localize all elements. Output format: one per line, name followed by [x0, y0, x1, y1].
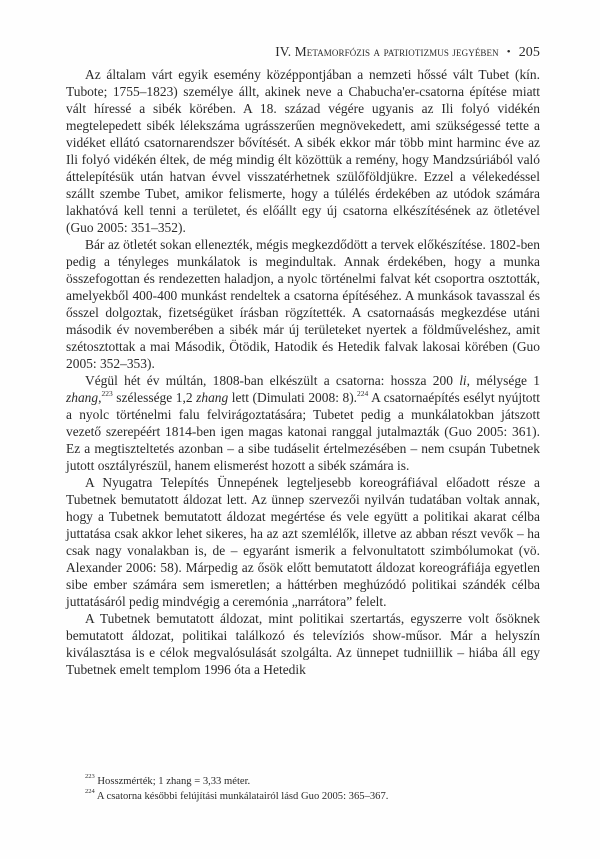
- paragraph-4: A Nyugatra Telepítés Ünnepének legteljesebb koreográfiával előadott része a Tubetnek bemutatott áldozat lett. Az ünnep szervezői nyilván tudatában voltak annak, hogy a Tubetnek bemutatott áldozat megértése és vele együtt a politikai akarat célba juttatása csak akkor lehet sikeres, ha az azt szemlélők, illetve az abban részt vevők – ha csak nagy vonalakban is, de – egyaránt ismerik a felvonultatott szimbólumokat (vö. Alexander 2006: 58). Márpedig az ősök előtt bemutatott áldozat koreográfiája egyetlen sibe ember számára sem ismeretlen; a háttérben meghúzódó politikai szándék célba juttatásáról pedig mindvégig a ceremónia „narrátora” felelt.: [66, 475, 540, 609]
- footnote-text: Hosszmérték; 1 zhang = 3,33 méter.: [97, 776, 251, 787]
- paragraph-3-text-a: Végül hét év múltán, 1808-ban elkészült a csatorna: hossza 200: [85, 373, 460, 388]
- unit-li: li: [459, 373, 467, 388]
- paragraph-3-text-c: szélessége 1,2: [112, 390, 197, 405]
- running-header: [66, 44, 540, 61]
- footnote-224: [66, 789, 540, 804]
- body-text: [66, 66, 540, 678]
- paragraph-3-text-d: lett (Dimulati 2008: 8).: [228, 390, 358, 405]
- chapter-numeral: IV.: [275, 44, 292, 59]
- footnote-number: 223: [85, 773, 95, 781]
- footnote-ref-223[interactable]: 223: [101, 388, 113, 398]
- paragraph-3-text-e: A csatornaépítés esélyt nyújtott a nyolc történelmi falu felvirágoztatására; Tubetet pedig a munkálatokban játszott vezető szerepéért 1814-ben igen magas katonai ranggal jutalmazták (Guo 2005: 361). Ez a megtiszteltetés azonban – a sibe tudáselit értelmezésében – nem csupán Tubetnek jutott osztályrészül, hanem elismerést hozott a sibék számára is.: [66, 390, 540, 473]
- paragraph-5: A Tubetnek bemutatott áldozat, mint politikai szertartás, egyszerre volt ősöknek bemutatott áldozat, politikai találkozó és televíziós show-műsor. Már a helyszín kiválasztása is e célok megvalósulását szolgálta. Az ünnepet tudniillik – hiába áll egy Tubetnek emelt templom 1996 óta a Hetedik: [66, 611, 540, 677]
- paragraph-1: Az általam várt egyik esemény középpontjában a nemzeti hőssé vált Tubet (kín. Tubote; 1755–1823) személye állt, akinek neve a Chabucha'er-csatorna építése miatt vált híressé a sibék körében. A 18. század végére ugyanis az Ili folyó vidékén megtelepedett sibék lélekszáma ugrásszerűen megnövekedett, ami szükségessé tette a vidéket ellátó csatornarendszer bővítését. A sibék ekkor már több mint harminc éve az Ili folyó vidékén éltek, de még mindig élt közöttük a remény, hogy Mandzsúriából való áttelepítésük után hatvan évvel visszatérhetnek szülőföldjükre. Ezzel a vélekedéssel szállt szembe Tubet, amikor felismerte, hogy a túlélés érdekében az utódok számára lakhatóvá kell tenni a területet, és előállt egy új csatorna elkészítésének az ötletével (Guo 2005: 351–352).: [66, 67, 540, 235]
- paragraph-2: Bár az ötletét sokan ellenezték, mégis megkezdődött a tervek előkészítése. 1802-ben pedig a tényleges munkálatok is megindultak. Annak érdekében, hogy a munka összefogottan és rendezetten haladjon, a nyolc történelmi falvat két csoportra osztották, amelyekből 400-400 munkást rendeltek a csatorna építéséhez. A munkások tavasszal és ősszel dolgoztak, fizetségüket írásban rögzítették. A csatornaásás megkezdése utáni második év novemberében a sibék már új területeket nyertek a földműveléshez, amit szétosztottak a mai Második, Ötödik, Hatodik és Hetedik falvak lakosai körében (Guo 2005: 352–353).: [66, 237, 540, 371]
- page-number: 205: [518, 45, 540, 60]
- footnote-text: A csatorna későbbi felújítási munkálatairól lásd Guo 2005: 365–367.: [96, 791, 389, 802]
- chapter-title: Metamorfózis a patriotizmus jegyében: [294, 44, 499, 59]
- unit-zhang: zhang: [66, 390, 99, 405]
- unit-zhang-2: zhang: [196, 390, 229, 405]
- footnote-ref-224[interactable]: 224: [357, 388, 369, 398]
- footnotes: [66, 774, 540, 804]
- header-bullet: •: [506, 46, 511, 58]
- paragraph-3: Végül hét év múltán, 1808-ban elkészült a csatorna: hossza 200 li, mélysége 1 zhang,$^{223}$ szélessége 1,2 zhang lett (Dimulati 2008: 8).$^{224}$ A csatornaépítés esélyt nyújtott a nyolc történelmi falu felvirágoztatására; Tubetet pedig a munkálatokban játszott vezető szerepéért 1814-ben igen magas katonai ranggal jutalmazták (Guo 2005: 361). Ez a megtiszteltetés azonban – a sibe tudáselit értelmezésében – nem csupán Tubetnek jutott osztályrészül, hanem elismerést hozott a sibék számára is.: [66, 373, 541, 473]
- paragraph-3-text-b: , mélysége 1: [466, 373, 541, 388]
- footnote-223: [66, 774, 540, 789]
- footnote-number: 224: [85, 788, 95, 796]
